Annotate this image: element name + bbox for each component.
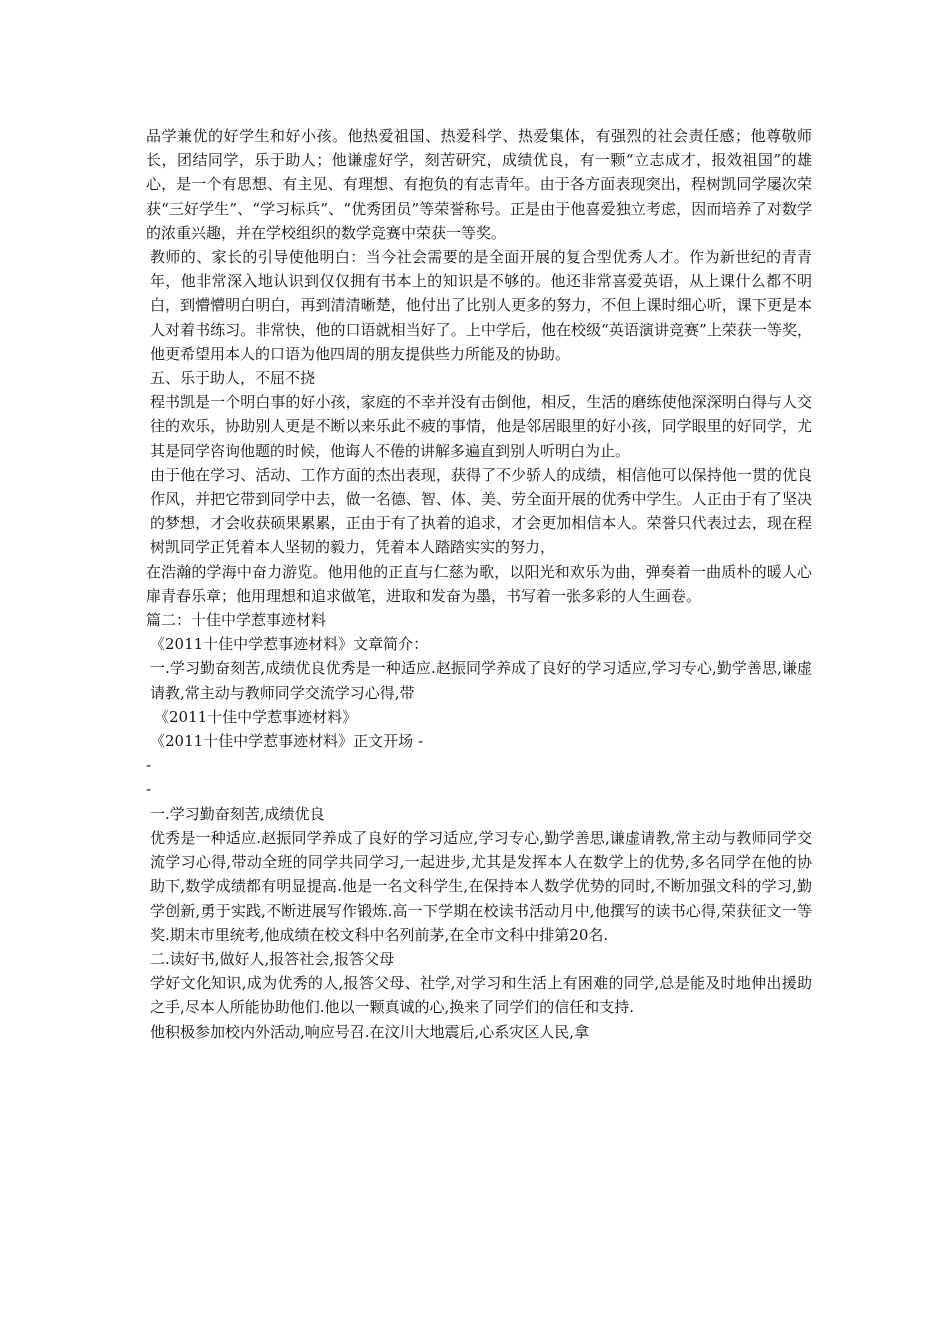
article-summary-text: 一.学习勤奋刻苦,成绩优良优秀是一种适应.赵振同学养成了良好的学习适应,学习专心,勤学善思,谦虚请教,常主动与教师同学交流学习心得,带: [150, 659, 812, 702]
article-title-part-two: 篇二：十佳中学惹事迹材料: [146, 611, 327, 630]
dash-separator-2: -: [146, 780, 152, 799]
paragraph-english: 教师的、家长的引导使他明白：当今社会需要的是全面开展的复合型优秀人才。作为新世纪的青青年，他非常深入地认识到仅仅拥有书本上的知识是不够的。他还非常喜爱英语，从上课什么都不明白，到懵懵明白明白，再到清清晰楚，他付出了比别人更多的努力，不但上课时细心听，课下更是本人对着书练习。非常快，他的口语就相当好了。上中学后，他在校级“英语演讲竞赛”上荣获一等奖，他更希望用本人的口语为他四周的朋友提供些力所能及的协助。: [150, 248, 812, 363]
article-summary-heading: 《2011十佳中学惹事迹材料》文章简介：: [150, 635, 429, 654]
paragraph-closing: 在浩瀚的学海中奋力游览。他用他的正直与仁慈为歌，以阳光和欢乐为曲，弹奏着一曲质朴的暖人心扉青春乐章；他用理想和追求做笔，进取和发奋为墨，书写着一张多彩的人生画卷。: [146, 562, 812, 605]
paragraph-activities: 他积极参加校内外活动,响应号召.在汶川大地震后,心系灾区人民,拿: [150, 1022, 590, 1041]
paragraph-study: 优秀是一种适应.赵振同学养成了良好的学习适应,学习专心,勤学善思,谦虚请教,常主动与教师同学交流学习心得,带动全班的同学共同学习,一起进步,尤其是发挥本人在数学上的优势,多名同学在他的协助下,数学成绩都有明显提高.他是一名文科学生,在保持本人数学优势的同时,不断加强文科的学习,勤学创新,勇于实践,不断进展写作锻炼.高一下学期在校读书活动月中,他撰写的读书心得,荣获征文一等奖.期末市里统考,他成绩在校文科中名列前茅,在全市文科中排第20名.: [150, 828, 812, 944]
document-body: [146, 124, 812, 1044]
section-heading-reading: 二.读好书,做好人,报答社会,报答父母: [150, 949, 395, 968]
paragraph-honors: 品学兼优的好学生和好小孩。他热爱祖国、热爱科学、热爱集体，有强烈的社会责任感；他尊敬师长，团结同学，乐于助人；他谦虚好学，刻苦研究，成绩优良，有一颗“立志成才，报效祖国”的雄心，是一个有思想、有主见、有理想、有抱负的有志青年。由于各方面表现突出，程树凯同学屡次荣获“三好学生”、“学习标兵”、“优秀团员”等荣誉称号。正是由于他喜爱独立考虑，因而培养了对数学的浓重兴趣，并在学校组织的数学竞赛中荣获一等奖。: [146, 127, 812, 242]
article-body-start: 《2011十佳中学惹事迹材料》正文开场 -: [150, 732, 424, 751]
section-heading-study: 一.学习勤奋刻苦,成绩优良: [150, 804, 325, 823]
paragraph-reading: 学好文化知识,成为优秀的人,报答父母、社学,对学习和生活上有困难的同学,总是能及时地伸出援助之手,尽本人所能协助他们.他以一颗真诚的心,换来了同学们的信任和支持.: [150, 974, 812, 1017]
article-title-repeat: 《2011十佳中学惹事迹材料》: [154, 707, 358, 726]
section-heading-five: 五、乐于助人，不屈不挠: [150, 369, 316, 388]
paragraph-achievements: 由于他在学习、活动、工作方面的杰出表现，获得了不少骄人的成绩，相信他可以保持他一贯的优良作风，并把它带到同学中去，做一名德、智、体、美、劳全面开展的优秀中学生。人正由于有了坚决的梦想，才会收获硕果累累，正由于有了执着的追求，才会更加相信本人。荣誉只代表过去，现在程树凯同学正凭着本人坚韧的毅力，凭着本人踏踏实实的努力，: [150, 465, 812, 557]
dash-separator-1: -: [146, 756, 152, 775]
paragraph-helping-others: 程书凯是一个明白事的好小孩，家庭的不幸并没有击倒他，相反，生活的磨练使他深深明白得与人交往的欢乐，协助别人更是不断以来乐此不疲的事情，他是邻居眼里的好小孩，同学眼里的好同学，尤其是同学咨询他题的时候，他诲人不倦的讲解多遍直到别人听明白为止。: [150, 393, 812, 460]
